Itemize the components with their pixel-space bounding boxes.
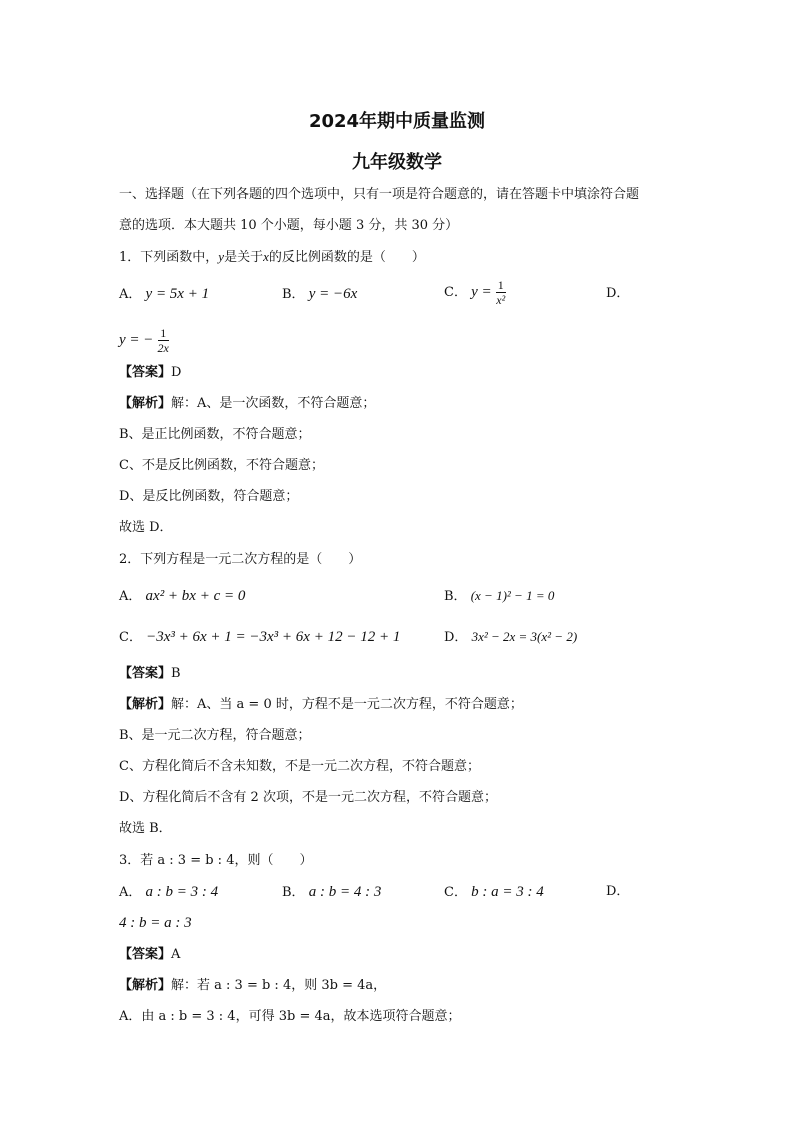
q1-analysis-1: 【解析】解：A、是一次函数，不符合题意； [119,396,376,411]
q2-option-d: D． 3x² − 2x = 3(x² − 2) [444,629,578,645]
q1-option-c: C． y = $\frac{1}{\text{x²}}$ [444,278,506,307]
q1-option-d: y = − $\frac{1}{2x}$ [119,326,169,355]
section-intro-line-2: 意的选项．本大题共 10 个小题，每小题 3 分，共 30 分） [119,218,459,233]
q2-analysis-3: C、方程化简后不含未知数，不是一元二次方程，不符合题意； [119,759,480,774]
q1-answer: 【答案】D [119,365,182,380]
q2-analysis-1: 【解析】解：A、当 a = 0 时，方程不是一元二次方程，不符合题意； [119,697,523,712]
q3-analysis-1: 【解析】解：若 a : 3 = b : 4，则 3b = 4a， [119,978,387,993]
q2-stem: 2．下列方程是一元二次方程的是（ ） [119,552,362,567]
q1-analysis-2: B、是正比例函数，不符合题意； [119,427,311,442]
q1-analysis-3: C、不是反比例函数，不符合题意； [119,458,324,473]
q2-analysis-4: D、方程化简后不含有 2 次项，不是一元二次方程，不符合题意； [119,790,497,805]
q1-analysis-4: D、是反比例函数，符合题意； [119,489,299,504]
q1-option-d-fraction: $\frac{1}{2x}$ [157,326,169,355]
q1-conclusion: 故选 D． [119,520,173,535]
q2-analysis-2: B、是一元二次方程，符合题意； [119,728,311,743]
q2-answer: 【答案】B [119,666,181,681]
q1-option-d-label: D． [606,286,630,301]
q3-option-d-label: D． [606,884,630,899]
q1-stem: 1．下列函数中，y是关于x的反比例函数的是（ ） [119,249,425,265]
q2-option-b: B． (x − 1)² − 1 = 0 [444,588,555,604]
q3-option-b: B． a : b = 4 : 3 [282,884,382,900]
q2-conclusion: 故选 B． [119,821,172,836]
section-intro-line-1: 一、选择题（在下列各题的四个选项中，只有一项是符合题意的，请在答题卡中填涂符合题 [119,187,640,202]
q3-option-a: A． a : b = 3 : 4 [119,884,219,900]
q1-option-a: A． y = 5x + 1 [119,286,210,302]
q3-analysis-2: A．由 a : b = 3 : 4，可得 3b = 4a，故本选项符合题意； [119,1009,461,1024]
q3-answer: 【答案】A [119,947,181,962]
q3-stem: 3．若 a : 3 = b : 4，则（ ） [119,853,313,868]
document-title: 2024年期中质量监测 [308,111,486,132]
q1-option-b: B． y = −6x [282,286,358,302]
q2-option-a: A． ax² + bx + c = 0 [119,588,246,604]
q2-option-c: C． −3x³ + 6x + 1 = −3x³ + 6x + 12 − 12 + 1 [119,629,401,645]
q3-option-c: C． b : a = 3 : 4 [444,884,544,900]
q1-option-c-fraction: $\frac{1}{\text{x²}}$ [496,278,506,307]
document-subtitle: 九年级数学 [352,152,442,173]
q3-option-d: 4 : b = a : 3 [119,915,192,931]
